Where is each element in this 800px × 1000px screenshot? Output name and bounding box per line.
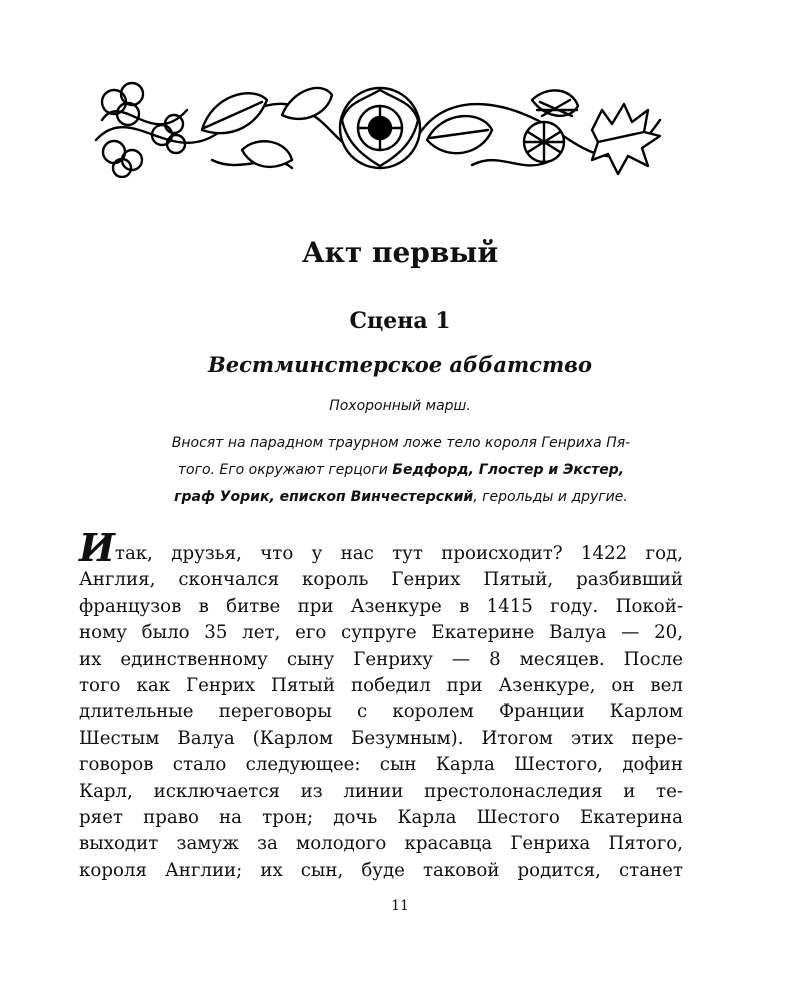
paragraph-line: ряет право на трон; дочь Карла Шестого Екатерина	[79, 807, 683, 829]
paragraph-line: Англия, скончался король Генрих Пятый, разбивший	[79, 569, 683, 591]
paragraph-line: длительные переговоры с королем Франции Карлом	[79, 701, 683, 723]
floral-ornament-header	[92, 80, 664, 178]
paragraph-line	[79, 525, 683, 570]
character-names: Бедфорд, Глостер и Экстер,	[392, 462, 625, 478]
scene-title: Сцена 1	[349, 308, 451, 334]
stage-direction	[96, 430, 706, 511]
drop-cap: И	[79, 525, 115, 570]
stage-direction-line	[96, 484, 706, 511]
body-paragraph	[79, 525, 683, 884]
stage-direction-text: того. Его окружают герцоги	[177, 462, 393, 478]
scene-location: Вестминстерское аббатство	[208, 352, 592, 377]
paragraph-line: французов в битве при Азенкуре в 1415 году. Покой-	[79, 595, 683, 617]
paragraph-line: Карл, исключается из линии престолонаследия и те-	[79, 780, 683, 802]
paragraph-line: того как Генрих Пятый победил при Азенкуре, он вел	[79, 675, 683, 697]
paragraph-line: ному было 35 лет, его супруге Екатерине Валуа — 20,	[79, 622, 683, 644]
paragraph-line: говоров стало следующее: сын Карла Шестого, дофин	[79, 754, 683, 776]
paragraph-line: выходит замуж за молодого красавца Генриха Пятого,	[79, 833, 683, 855]
character-names: граф Уорик, епископ Винчестерский	[174, 489, 474, 505]
paragraph-line-text: так, друзья, что у нас тут происходит? 1422 год,	[114, 543, 683, 564]
stage-direction-line: Вносят на парадном траурном ложе тело короля Генриха Пя-	[171, 435, 631, 451]
stage-direction-text: , герольды и другие.	[473, 489, 628, 505]
stage-direction-music: Похоронный марш.	[329, 398, 471, 414]
page-number: 11	[391, 898, 409, 914]
stage-direction-line	[96, 457, 706, 484]
paragraph-line: короля Англии; их сын, буде таковой родится, станет	[79, 859, 683, 881]
paragraph-line: их единственному сыну Генриху — 8 месяцев. После	[79, 648, 683, 670]
paragraph-line: Шестым Валуа (Карлом Безумным). Итогом этих пере-	[79, 727, 683, 749]
act-title: Акт первый	[301, 236, 499, 269]
